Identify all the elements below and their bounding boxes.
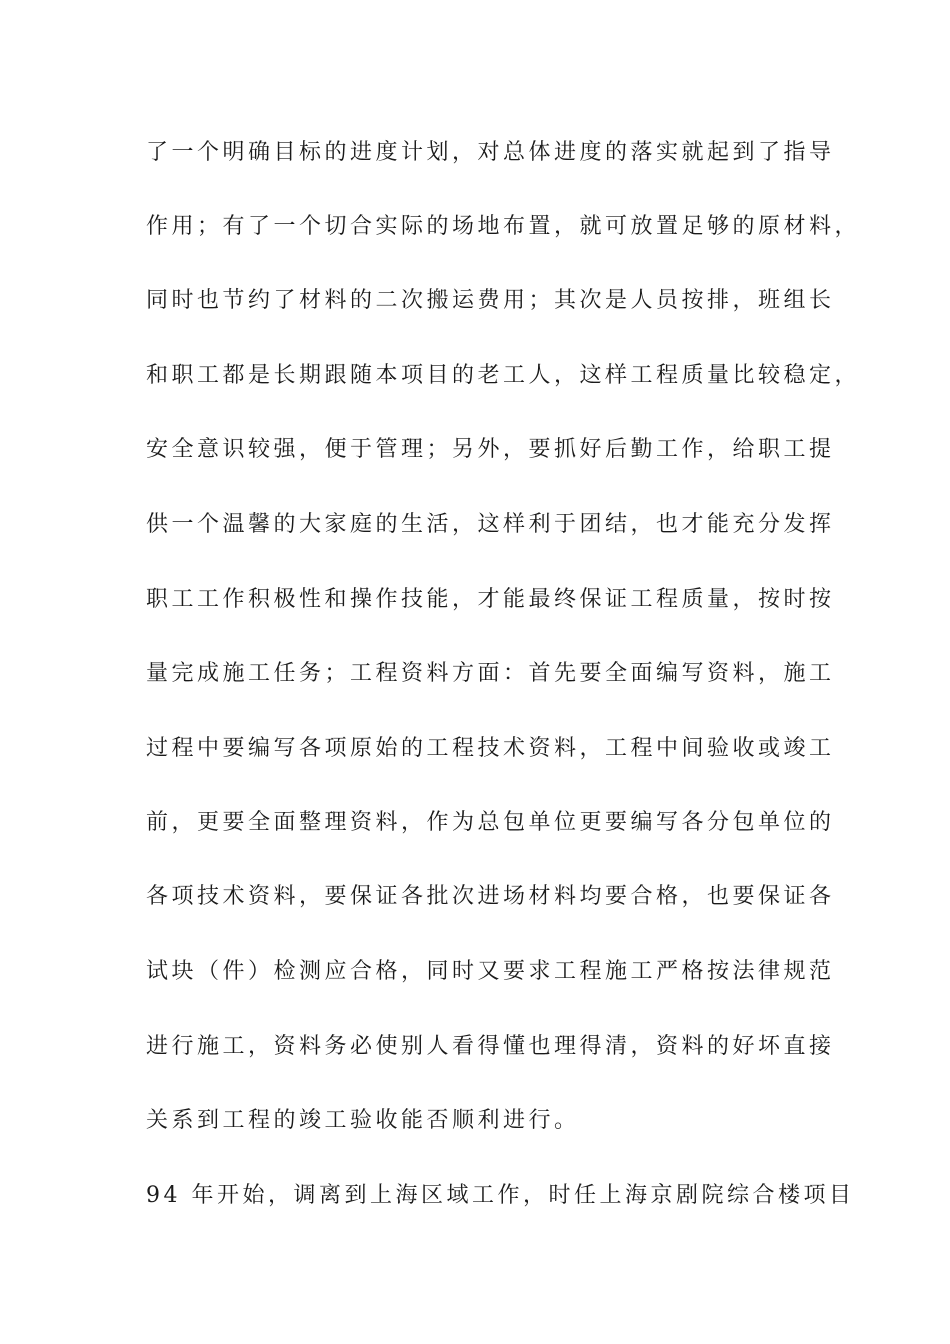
text-line: 供一个温馨的大家庭的生活，这样利于团结，也才能充分发挥 bbox=[146, 512, 835, 537]
text-line: 过程中要编写各项原始的工程技术资料，工程中间验收或竣工 bbox=[146, 736, 835, 761]
text-line: 和职工都是长期跟随本项目的老工人，这样工程质量比较稳定， bbox=[146, 363, 861, 388]
text-line: 关系到工程的竣工验收能否顺利进行。 bbox=[146, 1108, 580, 1133]
text-line: 进行施工，资料务必使别人看得懂也理得清，资料的好坏直接 bbox=[146, 1034, 835, 1059]
text-line: 94 年开始，调离到上海区域工作，时任上海京剧院综合楼项目 bbox=[146, 1183, 855, 1208]
text-line: 量完成施工任务；工程资料方面：首先要全面编写资料，施工 bbox=[146, 661, 835, 686]
text-line: 试块（件）检测应合格，同时又要求工程施工严格按法律规范 bbox=[146, 959, 835, 984]
text-line: 前，更要全面整理资料，作为总包单位更要编写各分包单位的 bbox=[146, 810, 835, 835]
text-line: 职工工作积极性和操作技能，才能最终保证工程质量，按时按 bbox=[146, 587, 835, 612]
text-line: 各项技术资料，要保证各批次进场材料均要合格，也要保证各 bbox=[146, 884, 835, 909]
text-line: 同时也节约了材料的二次搬运费用；其次是人员按排，班组长 bbox=[146, 288, 835, 313]
text-line: 作用；有了一个切合实际的场地布置，就可放置足够的原材料， bbox=[146, 214, 861, 239]
text-line: 了一个明确目标的进度计划，对总体进度的落实就起到了指导 bbox=[146, 140, 835, 165]
text-line: 安全意识较强，便于管理；另外，要抓好后勤工作，给职工提 bbox=[146, 437, 835, 462]
